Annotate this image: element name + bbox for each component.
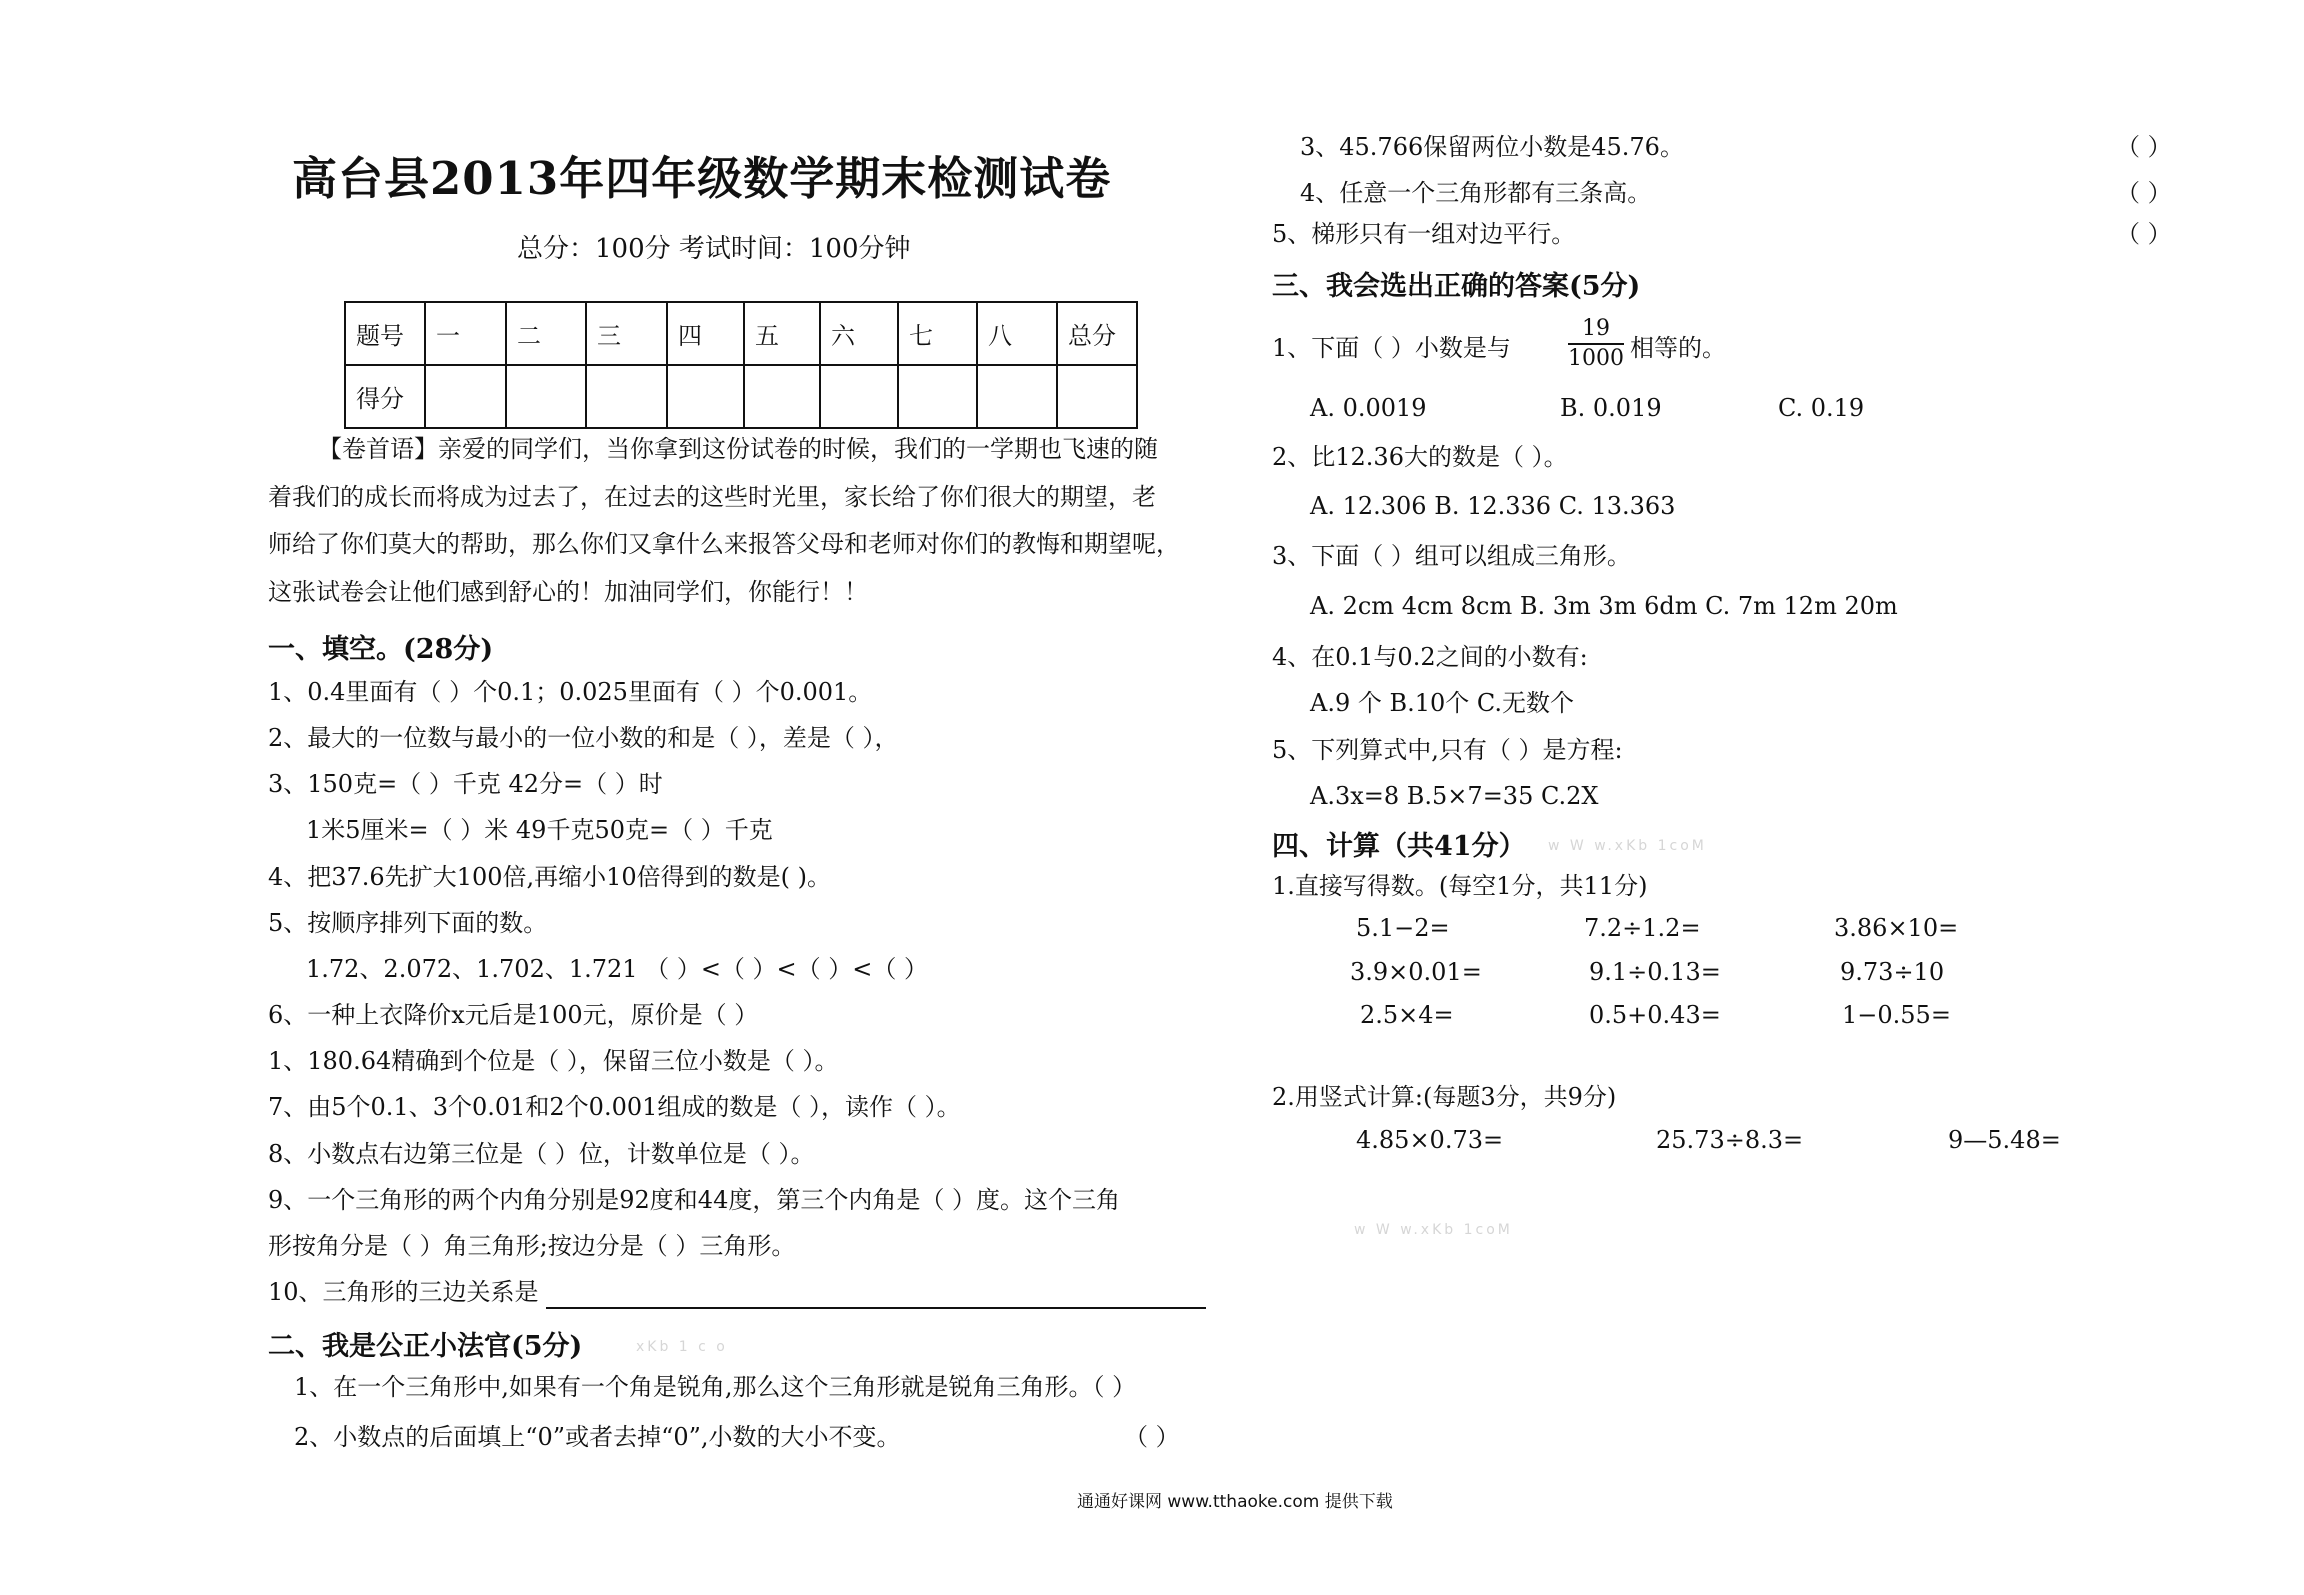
calc-item: 9—5.48= bbox=[1948, 1126, 2061, 1154]
calc-item: 4.85×0.73= bbox=[1356, 1126, 1504, 1154]
calc-item: 3.9×0.01= bbox=[1350, 958, 1482, 986]
question: 5、梯形只有一组对边平行。 bbox=[1272, 220, 1576, 248]
question: 5、按顺序排列下面的数。 bbox=[268, 909, 548, 937]
question: 1、180.64精确到个位是（ ），保留三位小数是（ ）。 bbox=[268, 1047, 839, 1075]
table-cell: 题号 bbox=[345, 302, 425, 365]
section1-title: 一、填空。(28分) bbox=[268, 634, 494, 665]
preface-line: 【卷首语】亲爱的同学们，当你拿到这份试卷的时候，我们的一学期也飞速的随 bbox=[318, 435, 1158, 463]
section4-title: 四、计算（共41分） bbox=[1272, 831, 1526, 862]
question: 1、在一个三角形中,如果有一个角是锐角,那么这个三角形就是锐角三角形。（ ） bbox=[294, 1373, 1137, 1401]
options[interactable]: A.3x=8 B.5×7=35 C.2X bbox=[1310, 782, 1599, 810]
watermark: w W w.xKb 1coM bbox=[1548, 838, 1707, 854]
calc-item: 0.5+0.43= bbox=[1589, 1001, 1721, 1029]
subsection-title: 2.用竖式计算:(每题3分，共9分) bbox=[1272, 1083, 1617, 1111]
calc-item: 7.2÷1.2= bbox=[1584, 914, 1701, 942]
score-table-score-row bbox=[345, 365, 1137, 428]
question: 10、三角形的三边关系是 bbox=[268, 1278, 539, 1306]
question: 1、下面（ ）小数是与 bbox=[1272, 334, 1511, 362]
section2-title: 二、我是公正小法官(5分) bbox=[268, 1331, 583, 1362]
score-input-cell[interactable] bbox=[977, 365, 1057, 428]
question: 2、小数点的后面填上“0”或者去掉“0”,小数的大小不变。 bbox=[294, 1423, 901, 1451]
page-subtitle: 总分：100分 考试时间：100分钟 bbox=[517, 234, 911, 264]
calc-item: 5.1−2= bbox=[1356, 914, 1450, 942]
score-input-cell[interactable] bbox=[820, 365, 898, 428]
answer-paren[interactable]: （ ） bbox=[2116, 179, 2172, 207]
question: 3、下面（ ）组可以组成三角形。 bbox=[1272, 542, 1631, 570]
score-input-cell[interactable] bbox=[744, 365, 820, 428]
calc-item: 1−0.55= bbox=[1842, 1001, 1951, 1029]
score-input-cell[interactable] bbox=[898, 365, 977, 428]
subsection-title: 1.直接写得数。(每空1分，共11分) bbox=[1272, 872, 1648, 900]
option[interactable]: C. 0.19 bbox=[1778, 394, 1865, 422]
table-cell: 四 bbox=[667, 302, 744, 365]
preface-line: 这张试卷会让他们感到舒心的！加油同学们，你能行！！ bbox=[268, 578, 868, 606]
question: 3、45.766保留两位小数是45.76。 bbox=[1300, 133, 1684, 161]
table-cell: 六 bbox=[820, 302, 898, 365]
score-input-cell[interactable] bbox=[506, 365, 586, 428]
score-table bbox=[344, 301, 1138, 429]
fraction-denominator: 1000 bbox=[1568, 346, 1624, 371]
question: 2、比12.36大的数是（ ）。 bbox=[1272, 443, 1568, 471]
question: 2、最大的一位数与最小的一位小数的和是（ ），差是（ ）， bbox=[268, 724, 899, 752]
question: 6、一种上衣降价x元后是100元，原价是（ ） bbox=[268, 1001, 759, 1029]
preface-line: 师给了你们莫大的帮助，那么你们又拿什么来报答父母和老师对你们的教悔和期望呢， bbox=[268, 530, 1180, 558]
calc-item: 9.73÷10 bbox=[1840, 958, 1945, 986]
question: 9、一个三角形的两个内角分别是92度和44度，第三个内角是（ ）度。这个三角 bbox=[268, 1186, 1120, 1214]
options[interactable]: A. 2cm 4cm 8cm B. 3m 3m 6dm C. 7m 12m 20m bbox=[1310, 592, 1898, 620]
calc-item: 2.5×4= bbox=[1360, 1001, 1454, 1029]
options[interactable]: A. 12.306 B. 12.336 C. 13.363 bbox=[1310, 492, 1676, 520]
watermark: w W w.xKb 1coM bbox=[1354, 1222, 1513, 1238]
table-cell: 三 bbox=[586, 302, 667, 365]
answer-line[interactable] bbox=[546, 1307, 1206, 1309]
calc-item: 9.1÷0.13= bbox=[1589, 958, 1721, 986]
question: 4、把37.6先扩大100倍,再缩小10倍得到的数是( )。 bbox=[268, 863, 832, 891]
question: 相等的。 bbox=[1630, 334, 1726, 362]
table-cell: 八 bbox=[977, 302, 1057, 365]
question: 8、小数点右边第三位是（ ）位，计数单位是（ ）。 bbox=[268, 1140, 815, 1168]
table-cell: 二 bbox=[506, 302, 586, 365]
section3-title: 三、我会选出正确的答案(5分) bbox=[1272, 271, 1641, 302]
question: 形按角分是（ ）角三角形;按边分是（ ）三角形。 bbox=[268, 1232, 796, 1260]
score-input-cell[interactable] bbox=[586, 365, 667, 428]
question: 1米5厘米=（ ）米 49千克50克=（ ）千克 bbox=[306, 816, 773, 844]
answer-paren[interactable]: （ ） bbox=[1124, 1423, 1180, 1451]
table-cell: 七 bbox=[898, 302, 977, 365]
option[interactable]: A. 0.0019 bbox=[1310, 394, 1427, 422]
answer-paren[interactable]: （ ） bbox=[2116, 220, 2172, 248]
table-cell: 一 bbox=[425, 302, 506, 365]
table-cell: 得分 bbox=[345, 365, 425, 428]
question: 4、在0.1与0.2之间的小数有: bbox=[1272, 643, 1588, 671]
question: 4、任意一个三角形都有三条高。 bbox=[1300, 179, 1652, 207]
question: 5、下列算式中,只有（ ）是方程: bbox=[1272, 736, 1623, 764]
page-title: 高台县2013年四年级数学期末检测试卷 bbox=[292, 152, 1112, 205]
option[interactable]: B. 0.019 bbox=[1560, 394, 1662, 422]
preface-line: 着我们的成长而将成为过去了，在过去的这些时光里，家长给了你们很大的期望，老 bbox=[268, 483, 1156, 511]
fraction bbox=[1568, 315, 1624, 373]
question: 1、0.4里面有（ ）个0.1；0.025里面有（ ）个0.001。 bbox=[268, 678, 873, 706]
question: 7、由5个0.1、3个0.01和2个0.001组成的数是（ ），读作（ ）。 bbox=[268, 1093, 961, 1121]
score-input-cell[interactable] bbox=[425, 365, 506, 428]
score-table-header-row bbox=[345, 302, 1137, 365]
page-footer: 通通好课网 www.tthaoke.com 提供下载 bbox=[1077, 1492, 1393, 1512]
calc-item: 25.73÷8.3= bbox=[1656, 1126, 1804, 1154]
options[interactable]: A.9 个 B.10个 C.无数个 bbox=[1310, 689, 1575, 717]
watermark: xKb 1 c o bbox=[636, 1339, 728, 1355]
question: 1.72、2.072、1.702、1.721 （ ）<（ ）<（ ）<（ ） bbox=[306, 955, 929, 983]
calc-item: 3.86×10= bbox=[1834, 914, 1959, 942]
score-input-cell[interactable] bbox=[1057, 365, 1137, 428]
answer-paren[interactable]: （ ） bbox=[2116, 133, 2172, 161]
table-cell: 总分 bbox=[1057, 302, 1137, 365]
fraction-numerator: 19 bbox=[1582, 316, 1610, 341]
score-input-cell[interactable] bbox=[667, 365, 744, 428]
question: 3、150克=（ ）千克 42分=（ ）时 bbox=[268, 770, 663, 798]
table-cell: 五 bbox=[744, 302, 820, 365]
